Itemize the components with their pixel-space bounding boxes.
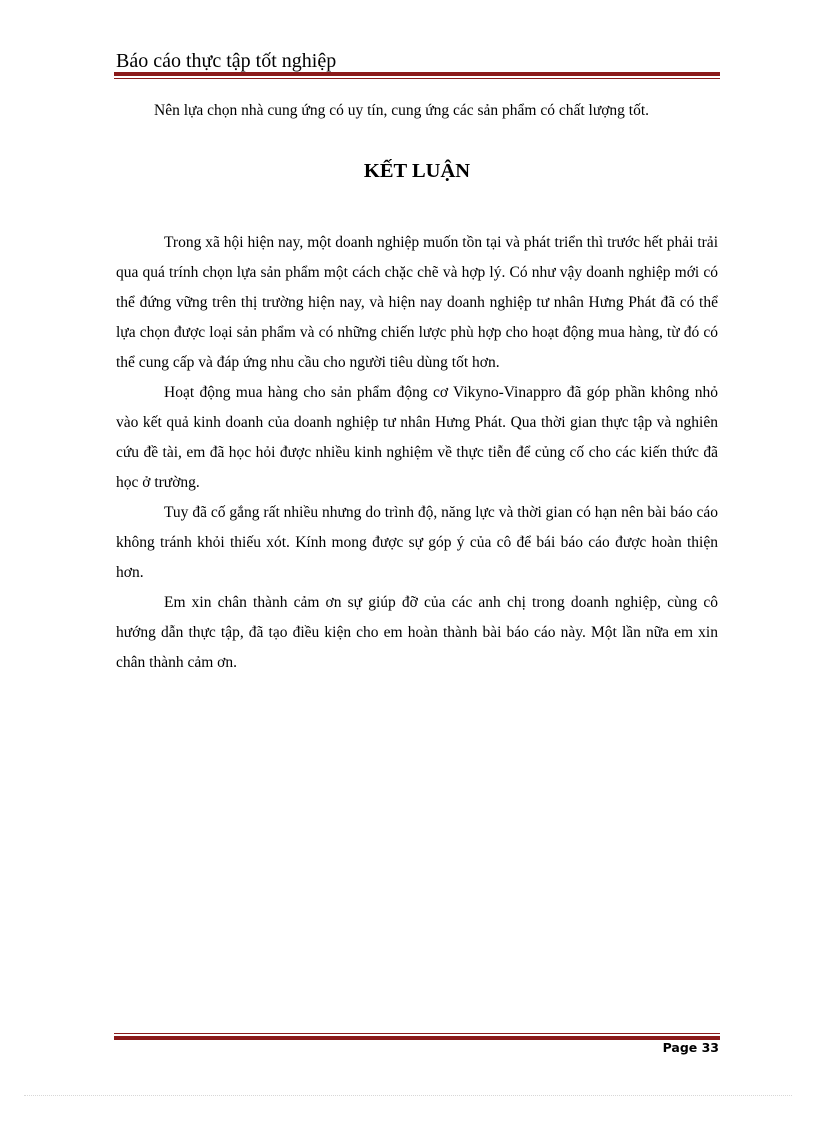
- paragraph: Tuy đã cố gắng rất nhiều nhưng do trình độ, năng lực và thời gian có hạn nên bài báo cáo không tránh khỏi thiếu xót. Kính mong được sự góp ý của cô để bái báo cáo được hoàn thiện hơn.: [116, 504, 718, 581]
- body-text: [116, 228, 718, 678]
- page-number: Page 33: [662, 1040, 719, 1055]
- paragraph: Hoạt động mua hàng cho sản phẩm động cơ Vikyno-Vinappro đã góp phần không nhỏ vào kết quả kinh doanh của doanh nghiệp tư nhân Hưng Phát. Qua thời gian thực tập và nghiên cứu đề tài, em đã học hỏi được nhiều kinh nghiệm về thực tiễn để củng cố cho các kiến thức đã học ở trường.: [116, 384, 718, 491]
- page-header-title: Báo cáo thực tập tốt nghiệp: [116, 50, 337, 72]
- section-heading: KẾT LUẬN: [363, 160, 471, 182]
- header-rule: [114, 72, 720, 79]
- paragraph: Em xin chân thành cảm ơn sự giúp đỡ của các anh chị trong doanh nghiệp, cùng cô hướng dẫn thực tập, đã tạo điều kiện cho em hoàn thành bài báo cáo này. Một lần nữa em xin chân thành cảm ơn.: [116, 594, 718, 671]
- page-bottom-edge: [24, 1095, 792, 1096]
- intro-paragraph: Nên lựa chọn nhà cung ứng có uy tín, cung ứng các sản phẩm có chất lượng tốt.: [154, 102, 650, 119]
- paragraph: Trong xã hội hiện nay, một doanh nghiệp muốn tồn tại và phát triển thì trước hết phải trải qua quá trính chọn lựa sản phẩm một cách chặc chẽ và hợp lý. Có như vậy doanh nghiệp mới có thể đứng vững trên thị trường hiện nay, và hiện nay doanh nghiệp tư nhân Hưng Phát đã có thể lựa chọn được loại sản phẩm và có những chiến lược phù hợp cho hoạt động mua hàng, từ đó có thể cung cấp và đáp ứng nhu cầu cho người tiêu dùng tốt hơn.: [116, 234, 718, 371]
- footer-rule: [114, 1033, 720, 1040]
